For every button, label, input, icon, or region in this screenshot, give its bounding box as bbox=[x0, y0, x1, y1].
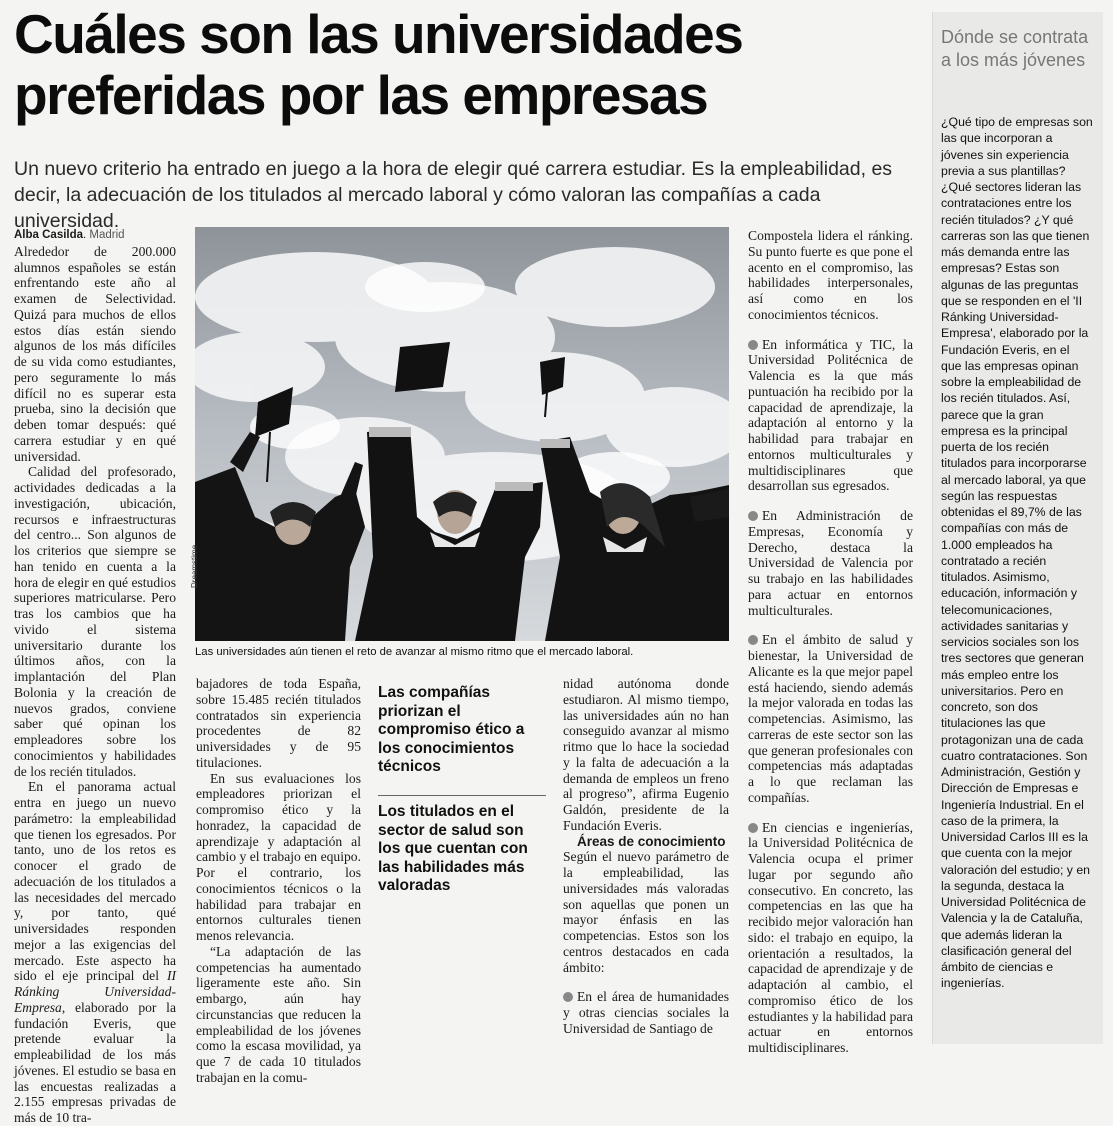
byline: Alba Casilda. Madrid bbox=[14, 229, 125, 241]
article-column-1 bbox=[14, 228, 176, 1126]
article-column-3 bbox=[563, 676, 729, 1037]
bullet-dot-icon bbox=[748, 635, 758, 645]
column-1-paragraph bbox=[14, 779, 176, 1126]
bullet-paragraph bbox=[563, 989, 729, 1036]
pull-quote-1: Las compañías priorizan el compromiso ético a los conocimientos técnicos bbox=[378, 684, 525, 775]
bullet-dot-icon bbox=[563, 992, 573, 1002]
column-1-paragraph: Alrededor de 200.000 alumnos españoles se están enfrentando este año al examen de Selectividad. Quizá para muchos de ellos estos días están siendo algunos de los más difíciles de su vida como estudiantes, pero seguramente lo más difícil no es superar esta prueba, sino la decisión que deben tomar después: qué carrera estudiar y en qué universidad. bbox=[14, 243, 176, 464]
bullet-dot-icon bbox=[748, 340, 758, 350]
pull-quote-divider bbox=[378, 795, 546, 796]
article-standfirst: Un nuevo criterio ha entrado en juego a la hora de elegir qué carrera estudiar. Es la empleabilidad, es decir, la adecuación de los titulados al mercado laboral y cómo valoran las compañías a cada universidad. bbox=[14, 158, 893, 232]
bullet-text: En Administración de Empresas, Economía y Derecho, destaca la Universidad de Valencia por su trabajo en las habilidades para actuar en entornos multiculturales. bbox=[748, 508, 913, 618]
bullet-text: En el ámbito de salud y bienestar, la Universidad de Alicante es la que mejor papel está haciendo, siendo además la mejor valorada en todas las competencias. Asimismo, las carreras de este sector son las que generan profesionales con competencias más adaptadas a lo que reclaman las compañías. bbox=[748, 632, 913, 805]
graduates-image bbox=[195, 227, 729, 641]
pull-quote-2: Los titulados en el sector de salud son los que cuentan con las habilidades más valoradas bbox=[378, 803, 528, 894]
column-3-paragraph: Según el nuevo parámetro de la empleabilidad, las universidades más valoradas son aquellas que ponen un mayor énfasis en las competencias. Estos son los centros destacados en cada ámbito: bbox=[563, 849, 729, 975]
bullet-text: En el área de humanidades y otras ciencias sociales la Universidad de Santiago de bbox=[563, 989, 729, 1036]
bullet-paragraph bbox=[748, 508, 913, 618]
paragraph-text: En el panorama actual entra en juego un nuevo parámetro: la empleabilidad que tienen los egresados. Por tanto, uno de los retos es conocer el grado de adecuación de los titulados a las necesidades del mercado y, por tanto, qué universidades responden mejor a las exigencias del mercado. Este aspecto ha sido el eje principal del bbox=[14, 779, 176, 984]
sidebar-body: ¿Qué tipo de empresas son las que incorporan a jóvenes sin experiencia previa a sus plantillas? ¿Qué sectores lideran las contrataciones entre los recién titulados? ¿Y qué carreras son las que tienen más demanda entre las empresas? Estas son algunas de las preguntas que se responden en el 'II Ránking Universidad-Empresa', elaborado por la Fundación Everis, en el que las empresas opinan sobre la empleabilidad de los recién titulados. Así, parece que la gran empresa es la principal puerta de los recién titulados para incorporarse al mercado laboral, ya que según las respuestas obtenidas el 89,7% de las compañías con más de 1.000 empleados ha contratado a recién titulados. Asimismo, educación, información y telecomunicaciones, actividades sanitarias y servicios sociales son los tres sectores que generan más empleo entre los universitarios. Pero en concreto, son dos titulaciones las que protagonizan una de cada cuatro contrataciones. Son Administración, Gestión y Dirección de Empresas e Ingeniería Industrial. En el caso de la primera, la Universidad Carlos III es la que cuenta con la mejor valoración del estudio; y en la segunda, destaca la Universidad Politécnica de Valencia y la de Cataluña, que además lideran la clasificación general del ámbito de ciencias e ingenierías. bbox=[941, 115, 1093, 991]
headline-line-1: Cuáles son las universidades bbox=[14, 3, 743, 65]
column-1-paragraph: Calidad del profesorado, actividades dedicadas a la investigación, ubicación, recursos e infraestructuras del centro... Son algunos de los criterios que siempre se han tenido en cuenta a la hora de elegir en qué estudios superiores matricularse. Pero tras los cambios que ha vivido el sistema universitario durante los últimos años, con la implantación del Plan Bolonia y la creación de nuevos grados, conviene saber qué opinan los empleadores sobre los conocimientos y habilidades de los recién titulados. bbox=[14, 464, 176, 779]
section-subhead: Áreas de conocimiento bbox=[577, 833, 726, 849]
dateline-city: Madrid bbox=[89, 229, 125, 241]
graduation-photo bbox=[195, 227, 729, 641]
photo-caption: Las universidades aún tienen el reto de avanzar al mismo ritmo que el mercado laboral. bbox=[195, 646, 634, 658]
bullet-text: En informática y TIC, la Universidad Politécnica de Valencia es la que más puntuación ha recibido por la capacidad de aprendizaje, la adaptación al entorno y la habilidad para trabajar en entornos multiculturales y multidisciplinares que desarrollan sus egresados. bbox=[748, 336, 913, 494]
bullet-paragraph bbox=[748, 820, 913, 1056]
article-headline bbox=[14, 4, 914, 126]
column-2-paragraph: bajadores de toda España, sobre 15.485 recién titulados contratados sin experiencia procedentes de 82 universidades y de 95 titulaciones. bbox=[196, 676, 361, 770]
column-2-paragraph: “La adaptación de las competencias ha aumentado ligeramente este año. Sin embargo, aún hay circunstancias que reducen la empleabilidad de los jóvenes como la escasa movilidad, ya que 7 de cada 10 titulados trabajan en la comu- bbox=[196, 943, 361, 1085]
headline-line-2: preferidas por las empresas bbox=[14, 64, 708, 126]
author-name: Alba Casilda bbox=[14, 229, 84, 241]
photo-credit: Dreamstime bbox=[190, 544, 199, 588]
bullet-text: En ciencias e ingenierías, la Universidad Politécnica de Valencia ocupa el primer lugar por segundo año consecutivo. En concreto, las competencias en las que ha recibido mejor valoración han sido: el trabajo en equipo, la orientación a resultados, la capacidad de aprendizaje y de adaptación al cambio, el compromiso ético de los estudiantes y la habilidad para actuar en entornos multidisciplinares. bbox=[748, 819, 913, 1055]
article-column-2 bbox=[196, 676, 361, 1086]
bullet-paragraph bbox=[748, 632, 913, 805]
bullet-paragraph bbox=[748, 337, 913, 495]
bullet-dot-icon bbox=[748, 511, 758, 521]
bullet-dot-icon bbox=[748, 823, 758, 833]
column-4-paragraph: Compostela lidera el ránking. Su punto fuerte es que pone el acento en el compromiso, las habilidades interpersonales, así como en los conocimientos técnicos. bbox=[748, 228, 913, 322]
sidebar-title: Dónde se contrata a los más jóvenes bbox=[941, 27, 1089, 70]
paragraph-text: , elaborado por la fundación Everis, que pretende evaluar la empleabilidad de los más jóvenes. El estudio se basa en las encuestas realizadas a 2.155 empresas privadas de más de 10 tra- bbox=[14, 999, 176, 1125]
report-title: II Ránking Universidad-Empresa bbox=[14, 968, 176, 1015]
article-column-4 bbox=[748, 228, 913, 1056]
column-2-paragraph: En sus evaluaciones los empleadores priorizan el compromiso ético y la honradez, la capacidad de aprendizaje y adaptación al cambio y el trabajo en equipo. Por el contrario, los conocimientos técnicos o la habilidad para trabajar en entornos culturales tienen menos relevancia. bbox=[196, 770, 361, 943]
column-3-paragraph: nidad autónoma donde estudiaron. Al mismo tiempo, las universidades aún no han conseguido avanzar al mismo ritmo que lo hace la sociedad y la falta de adecuación a la demanda de empleos un freno al progreso”, afirma Eugenio Galdón, presidente de la Fundación Everis. bbox=[563, 676, 729, 833]
